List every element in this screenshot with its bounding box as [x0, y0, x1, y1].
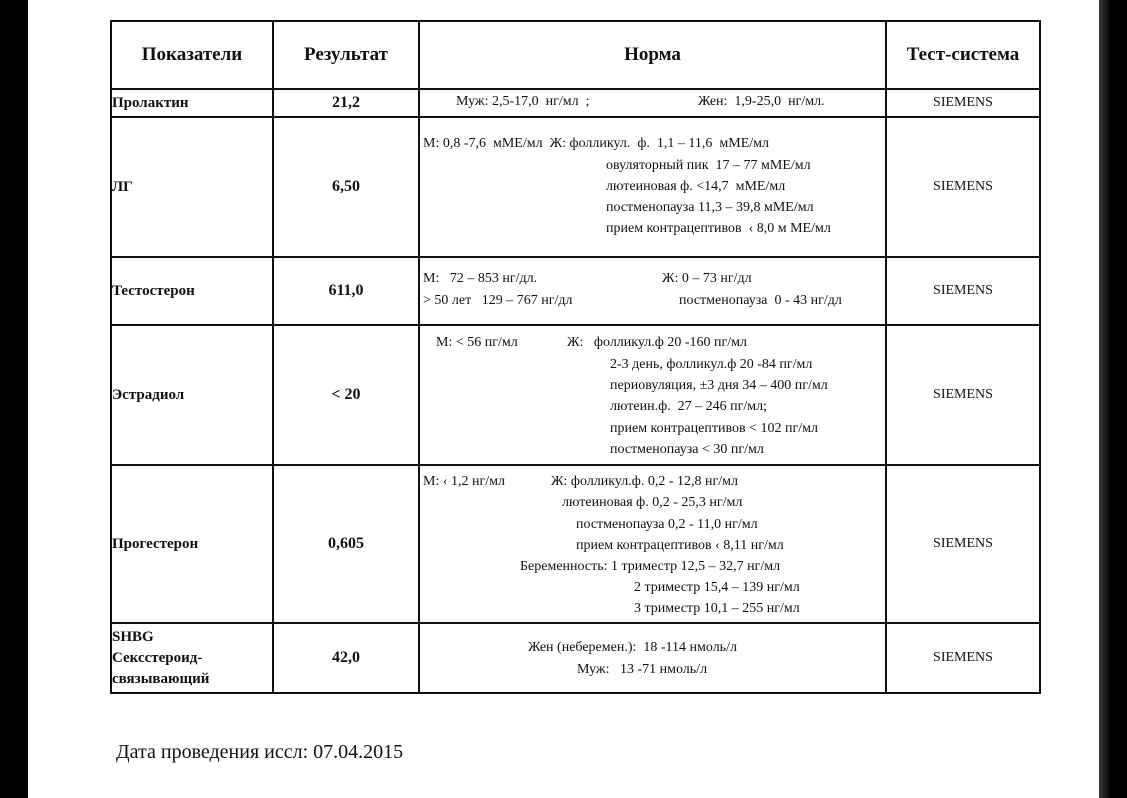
table-row-progesterone — [111, 465, 1040, 623]
result-value: < 20 — [273, 325, 419, 465]
norm-line: постменопауза 0 - 43 нг/дл — [679, 293, 842, 308]
header-test-system: Тест-система — [886, 21, 1040, 89]
test-system: SIEMENS — [886, 465, 1040, 623]
norm-line: прием контрацептивов ‹ 8,0 м МЕ/мл — [606, 221, 831, 236]
header-norm: Норма — [419, 21, 886, 89]
table-row-testosterone — [111, 257, 1040, 325]
norm-line: 2 триместр 15,4 – 139 нг/мл — [634, 580, 800, 595]
norm-line: лютеин.ф. 27 – 246 пг/мл; — [610, 399, 768, 414]
norm-line: М: 72 – 853 нг/дл. — [423, 271, 538, 286]
result-value: 6,50 — [273, 117, 419, 257]
norm-cell — [419, 623, 886, 693]
result-value: 0,605 — [273, 465, 419, 623]
header-indicators: Показатели — [111, 21, 273, 89]
examination-date: Дата проведения иссл: 07.04.2015 — [116, 741, 404, 763]
norm-line: постменопауза < 30 пг/мл — [610, 442, 764, 457]
results-table — [110, 20, 1041, 694]
table-row-prolactin — [111, 89, 1040, 117]
result-value: 21,2 — [273, 89, 419, 117]
test-system: SIEMENS — [886, 623, 1040, 693]
norm-line: Жен (неберемен.): 18 -114 нмоль/л — [528, 640, 737, 655]
test-system: SIEMENS — [886, 257, 1040, 325]
norm-line: Муж: 2,5-17,0 нг/мл ; — [456, 94, 590, 109]
norm-line: постменопауза 0,2 - 11,0 нг/мл — [576, 517, 758, 532]
test-system: SIEMENS — [886, 117, 1040, 257]
norm-line: М: < 56 пг/мл — [436, 335, 518, 350]
indicator-name: Эстрадиол — [111, 325, 273, 465]
indicator-name-line: SHBG — [112, 628, 154, 645]
norm-cell — [419, 117, 886, 257]
norm-line: прием контрацептивов ‹ 8,11 нг/мл — [576, 538, 784, 553]
indicator-name — [111, 623, 273, 693]
indicator-name-line: связывающий — [112, 670, 210, 687]
norm-line: 3 триместр 10,1 – 255 нг/мл — [634, 601, 800, 616]
indicator-name: Прогестерон — [111, 465, 273, 623]
test-system: SIEMENS — [886, 89, 1040, 117]
norm-cell — [419, 89, 886, 117]
result-value: 611,0 — [273, 257, 419, 325]
result-value: 42,0 — [273, 623, 419, 693]
norm-line: Ж: фолликул.ф 20 -160 пг/мл — [567, 335, 747, 350]
indicator-name: ЛГ — [111, 117, 273, 257]
norm-line: Беременность: 1 триместр 12,5 – 32,7 нг/мл — [520, 559, 781, 574]
norm-line: М: ‹ 1,2 нг/мл — [423, 474, 505, 489]
norm-line: Муж: 13 -71 нмоль/л — [577, 662, 708, 677]
test-system: SIEMENS — [886, 325, 1040, 465]
norm-line: лютеиновая ф. 0,2 - 25,3 нг/мл — [562, 495, 743, 510]
norm-line: периовуляция, ±3 дня 34 – 400 пг/мл — [610, 378, 828, 393]
table-row-lh — [111, 117, 1040, 257]
norm-line: М: 0,8 -7,6 мМЕ/мл Ж: фолликул. ф. 1,1 – 11,6 мМЕ/мл — [423, 136, 770, 151]
norm-line: прием контрацептивов < 102 пг/мл — [610, 421, 818, 436]
norm-line: Ж: фолликул.ф. 0,2 - 12,8 нг/мл — [551, 474, 738, 489]
norm-line: постменопауза 11,3 – 39,8 мМЕ/мл — [606, 200, 814, 215]
indicator-name: Тестостерон — [111, 257, 273, 325]
norm-line: овуляторный пик 17 – 77 мМЕ/мл — [606, 158, 811, 173]
table-row-shbg — [111, 623, 1040, 693]
norm-line: Ж: 0 – 73 нг/дл — [662, 271, 752, 286]
norm-line: > 50 лет 129 – 767 нг/дл — [423, 293, 573, 308]
norm-cell — [419, 257, 886, 325]
header-result: Результат — [273, 21, 419, 89]
page-shadow — [1099, 0, 1111, 798]
norm-line: Жен: 1,9-25,0 нг/мл. — [698, 94, 825, 109]
norm-cell — [419, 325, 886, 465]
indicator-name: Пролактин — [111, 89, 273, 117]
table-row-estradiol — [111, 325, 1040, 465]
norm-line: лютеиновая ф. <14,7 мМЕ/мл — [606, 179, 786, 194]
norm-line: 2-3 день, фолликул.ф 20 -84 пг/мл — [610, 357, 813, 372]
norm-cell — [419, 465, 886, 623]
document-page — [28, 0, 1099, 798]
indicator-name-line: Сексстероид- — [112, 649, 203, 666]
header-row — [111, 21, 1040, 89]
